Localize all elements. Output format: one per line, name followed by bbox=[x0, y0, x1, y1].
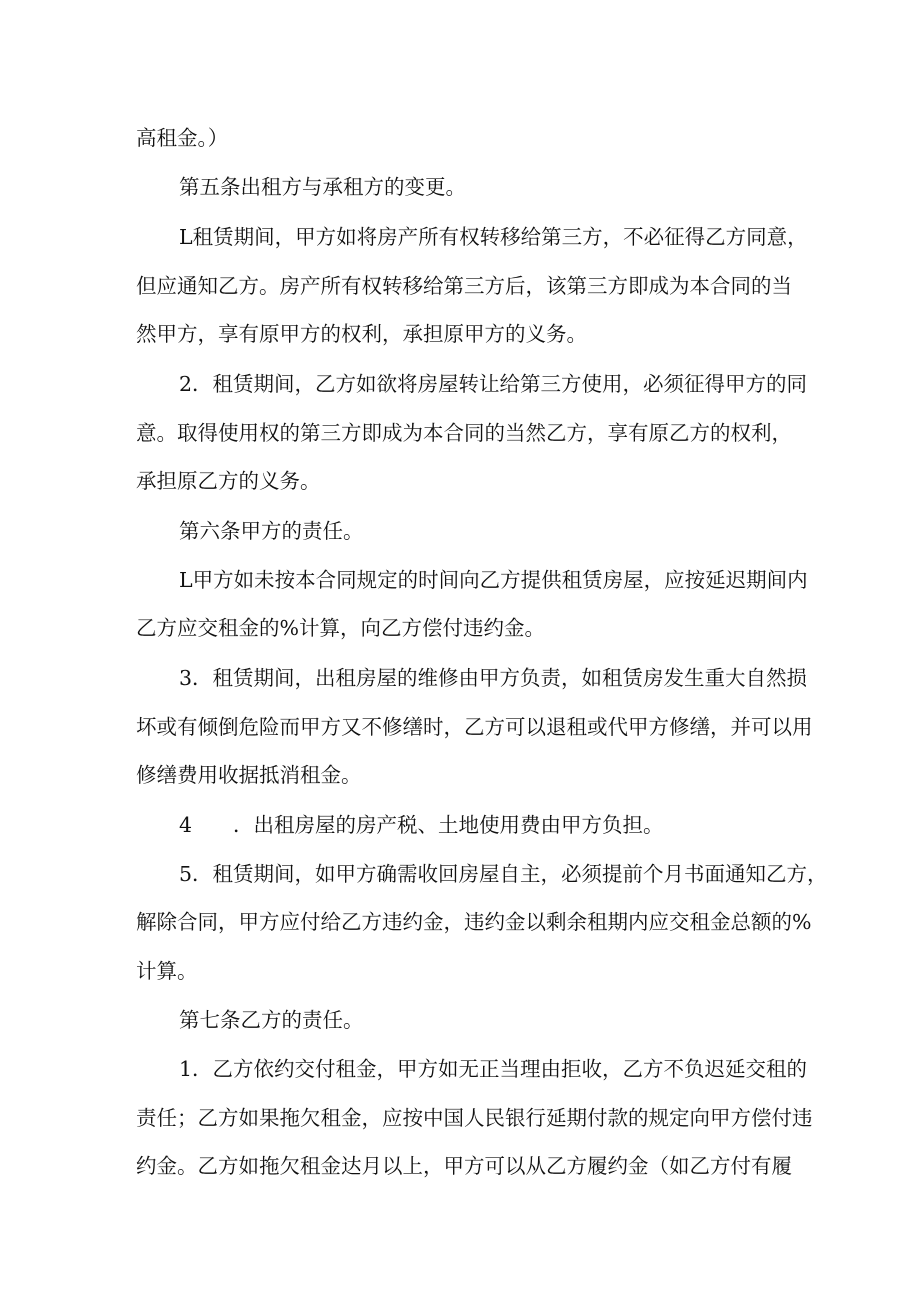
article-5-heading: 第五条出租方与承租方的变更。 bbox=[179, 175, 466, 199]
text-line-20: 1．乙方依约交付租金，甲方如无正当理由拒收，乙方不负迟延交租的 bbox=[179, 1057, 808, 1081]
text-line-15: 4 ．出租房屋的房产税、土地使用费由甲方负担。 bbox=[179, 813, 664, 837]
text-line-11: 乙方应交租金的%计算，向乙方偿付违约金。 bbox=[136, 616, 545, 640]
text-line-6: 2．租赁期间，乙方如欲将房屋转让给第三方使用，必须征得甲方的同 bbox=[179, 372, 808, 396]
text-line-18: 计算。 bbox=[136, 959, 198, 983]
text-line-8: 承担原乙方的义务。 bbox=[136, 469, 321, 493]
text-line-5: 然甲方，享有原甲方的权利，承担原甲方的义务。 bbox=[136, 322, 587, 346]
text-line-22: 约金。乙方如拖欠租金达月以上，甲方可以从乙方履约金（如乙方付有履 bbox=[136, 1154, 792, 1178]
text-line-17: 解除合同，甲方应付给乙方违约金，违约金以剩余租期内应交租金总额的% bbox=[136, 910, 812, 934]
text-line-1: 高租金。） bbox=[136, 126, 229, 150]
article-7-heading: 第七条乙方的责任。 bbox=[179, 1008, 364, 1032]
text-line-7: 意。取得使用权的第三方即成为本合同的当然乙方，享有原乙方的权利， bbox=[136, 421, 792, 445]
text-line-16: 5．租赁期间，如甲方确需收回房屋自主，必须提前个月书面通知乙方， bbox=[179, 862, 828, 886]
text-line-4: 但应通知乙方。房产所有权转移给第三方后，该第三方即成为本合同的当 bbox=[136, 274, 792, 298]
text-line-21: 责任；乙方如果拖欠租金，应按中国人民银行延期付款的规定向甲方偿付违 bbox=[136, 1106, 813, 1130]
text-line-14: 修缮费用收据抵消租金。 bbox=[136, 763, 362, 787]
text-line-10: L甲方如未按本合同规定的时间向乙方提供租赁房屋，应按延迟期间内 bbox=[179, 568, 808, 592]
text-line-12: 3．租赁期间，出租房屋的维修由甲方负责，如租赁房发生重大自然损 bbox=[179, 666, 808, 690]
article-6-heading: 第六条甲方的责任。 bbox=[179, 519, 364, 543]
text-line-3: L租赁期间，甲方如将房产所有权转移给第三方，不必征得乙方同意， bbox=[179, 225, 808, 249]
text-line-13: 坏或有倾倒危险而甲方又不修缮时，乙方可以退租或代甲方修缮，并可以用 bbox=[136, 715, 813, 739]
